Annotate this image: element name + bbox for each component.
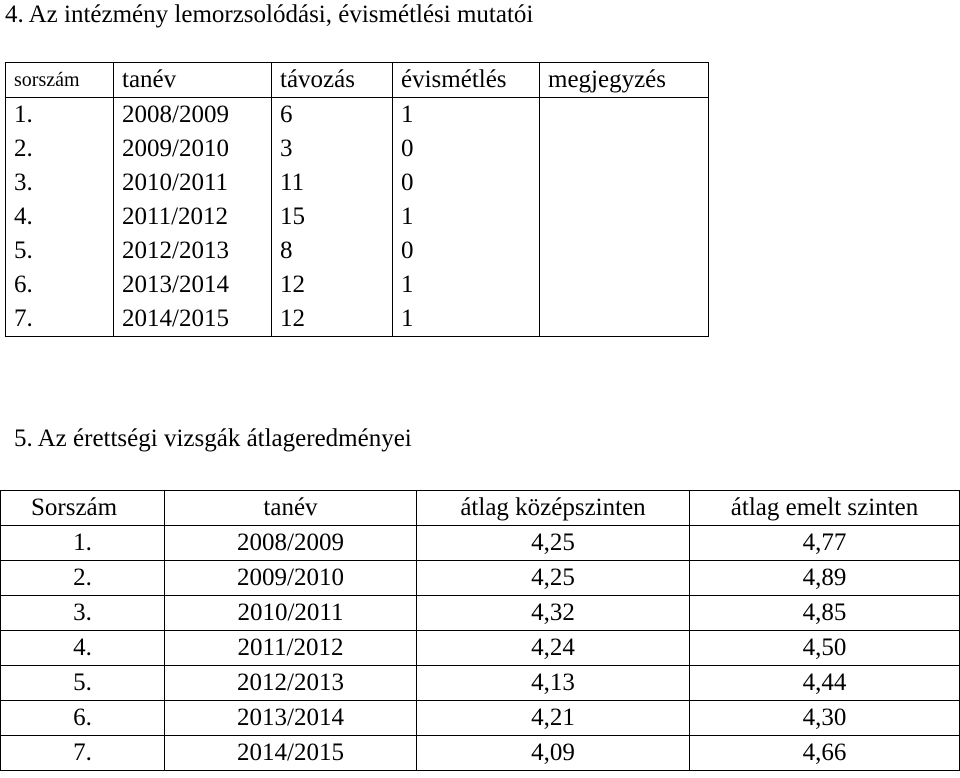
table-cell: 2014/2015 <box>165 736 417 771</box>
table-cell: 1 <box>393 200 540 234</box>
table-cell: 4,24 <box>417 631 690 666</box>
table-cell: 12 <box>272 302 393 337</box>
table-cell: 4,13 <box>417 666 690 701</box>
table-cell: 2008/2009 <box>165 526 417 561</box>
table-row <box>1 736 960 771</box>
table-cell <box>540 234 709 268</box>
table-cell: 8 <box>272 234 393 268</box>
table-cell: 2. <box>1 561 165 596</box>
table-cell: 1. <box>6 98 114 133</box>
table-cell: 2011/2012 <box>165 631 417 666</box>
table-row <box>6 302 709 337</box>
section-title-dropout: 4. Az intézmény lemorzsolódási, évismétlési mutatói <box>5 1 534 28</box>
table-cell: 2012/2013 <box>114 234 272 268</box>
table-cell <box>540 268 709 302</box>
table-row <box>1 596 960 631</box>
table-cell: 4,21 <box>417 701 690 736</box>
table-cell <box>540 200 709 234</box>
table-cell: 2010/2011 <box>165 596 417 631</box>
table-cell: 0 <box>393 132 540 166</box>
table-cell: 7. <box>1 736 165 771</box>
table-cell: 1 <box>393 302 540 337</box>
table-cell: 0 <box>393 234 540 268</box>
table-cell: 2008/2009 <box>114 98 272 133</box>
table-cell: 2011/2012 <box>114 200 272 234</box>
table-header-row <box>6 63 709 98</box>
header-tanev: tanév <box>165 491 417 526</box>
table-cell: 3. <box>6 166 114 200</box>
table-cell <box>540 166 709 200</box>
table-row <box>6 166 709 200</box>
header-tavozas: távozás <box>272 63 393 98</box>
table-cell: 2013/2014 <box>114 268 272 302</box>
table-cell: 6. <box>6 268 114 302</box>
table-cell: 5. <box>1 666 165 701</box>
header-sorszam: Sorszám <box>1 491 165 526</box>
table-cell: 3 <box>272 132 393 166</box>
table-cell: 7. <box>6 302 114 337</box>
table-cell: 4,77 <box>690 526 960 561</box>
table-cell: 2010/2011 <box>114 166 272 200</box>
table-cell: 4,30 <box>690 701 960 736</box>
table-header-row <box>1 491 960 526</box>
table-cell: 3. <box>1 596 165 631</box>
table-cell: 4,85 <box>690 596 960 631</box>
table-row <box>6 268 709 302</box>
table-cell: 4,66 <box>690 736 960 771</box>
table-row <box>6 200 709 234</box>
table-cell <box>540 302 709 337</box>
table-cell: 4. <box>6 200 114 234</box>
table-cell: 4. <box>1 631 165 666</box>
table-cell: 4,25 <box>417 526 690 561</box>
table-row <box>6 132 709 166</box>
dropout-table <box>5 62 709 337</box>
table-cell: 2009/2010 <box>165 561 417 596</box>
table-cell: 2013/2014 <box>165 701 417 736</box>
table-cell: 2. <box>6 132 114 166</box>
table-cell: 11 <box>272 166 393 200</box>
table-cell: 2014/2015 <box>114 302 272 337</box>
table-row <box>6 98 709 133</box>
table-cell: 2012/2013 <box>165 666 417 701</box>
header-tanev: tanév <box>114 63 272 98</box>
table-cell <box>540 132 709 166</box>
table-cell: 6 <box>272 98 393 133</box>
table-cell: 4,09 <box>417 736 690 771</box>
table-cell: 1. <box>1 526 165 561</box>
header-atlag-kozepszinten: átlag középszinten <box>417 491 690 526</box>
table-cell: 4,25 <box>417 561 690 596</box>
table-cell: 0 <box>393 166 540 200</box>
table-row <box>1 666 960 701</box>
table-row <box>1 561 960 596</box>
table-row <box>1 631 960 666</box>
header-evismetles: évismétlés <box>393 63 540 98</box>
table-cell <box>540 98 709 133</box>
table-cell: 5. <box>6 234 114 268</box>
table-row <box>1 701 960 736</box>
table-cell: 15 <box>272 200 393 234</box>
table-cell: 2009/2010 <box>114 132 272 166</box>
table-cell: 4,50 <box>690 631 960 666</box>
table-cell: 4,89 <box>690 561 960 596</box>
table-cell: 4,32 <box>417 596 690 631</box>
header-atlag-emelt-szinten: átlag emelt szinten <box>690 491 960 526</box>
table-cell: 6. <box>1 701 165 736</box>
table-cell: 12 <box>272 268 393 302</box>
section-title-exam-averages: 5. Az érettségi vizsgák átlageredményei <box>14 425 412 452</box>
header-sorszam: sorszám <box>6 63 114 98</box>
header-megjegyzes: megjegyzés <box>540 63 709 98</box>
table-cell: 4,44 <box>690 666 960 701</box>
exam-averages-table <box>0 490 960 771</box>
table-row <box>1 526 960 561</box>
table-row <box>6 234 709 268</box>
table-cell: 1 <box>393 268 540 302</box>
table-cell: 1 <box>393 98 540 133</box>
